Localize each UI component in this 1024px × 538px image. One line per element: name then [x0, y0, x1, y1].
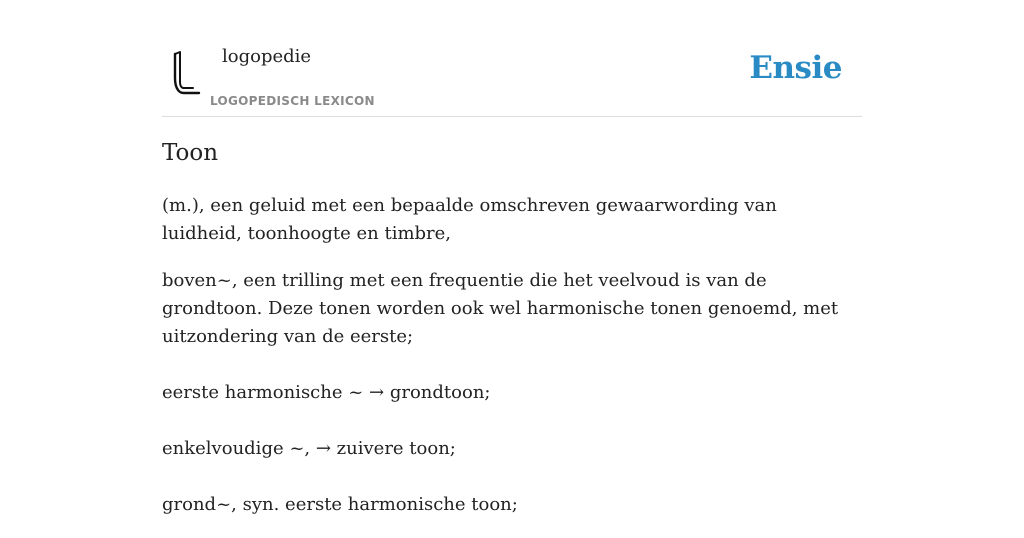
- entry-paragraph: eerste harmonische ~ → grondtoon;: [162, 382, 491, 403]
- page: [162, 0, 862, 515]
- site-subtitle: LOGOPEDISCH LEXICON: [210, 94, 375, 108]
- entry-body: [162, 192, 862, 538]
- entry-paragraph: (m.), een geluid met een bepaalde omschreven gewaarwording van luidheid, toonhoogte en timbre,: [162, 195, 777, 244]
- page-title: Toon: [162, 140, 219, 166]
- entry-paragraph: grond~, syn. eerste harmonische toon;: [162, 494, 518, 515]
- ensie-brand-link[interactable]: Ensie: [749, 50, 842, 86]
- site-header: [162, 0, 862, 117]
- logopedie-logo-icon[interactable]: [166, 48, 206, 98]
- entry-paragraph: enkelvoudige ~, → zuivere toon;: [162, 438, 456, 459]
- entry-paragraph: boven~, een trilling met een frequentie die het veelvoud is van de grondtoon. Deze tonen worden ook wel harmonische tonen genoemd, met uitzondering van de eerste;: [162, 270, 839, 347]
- site-name[interactable]: logopedie: [222, 46, 312, 67]
